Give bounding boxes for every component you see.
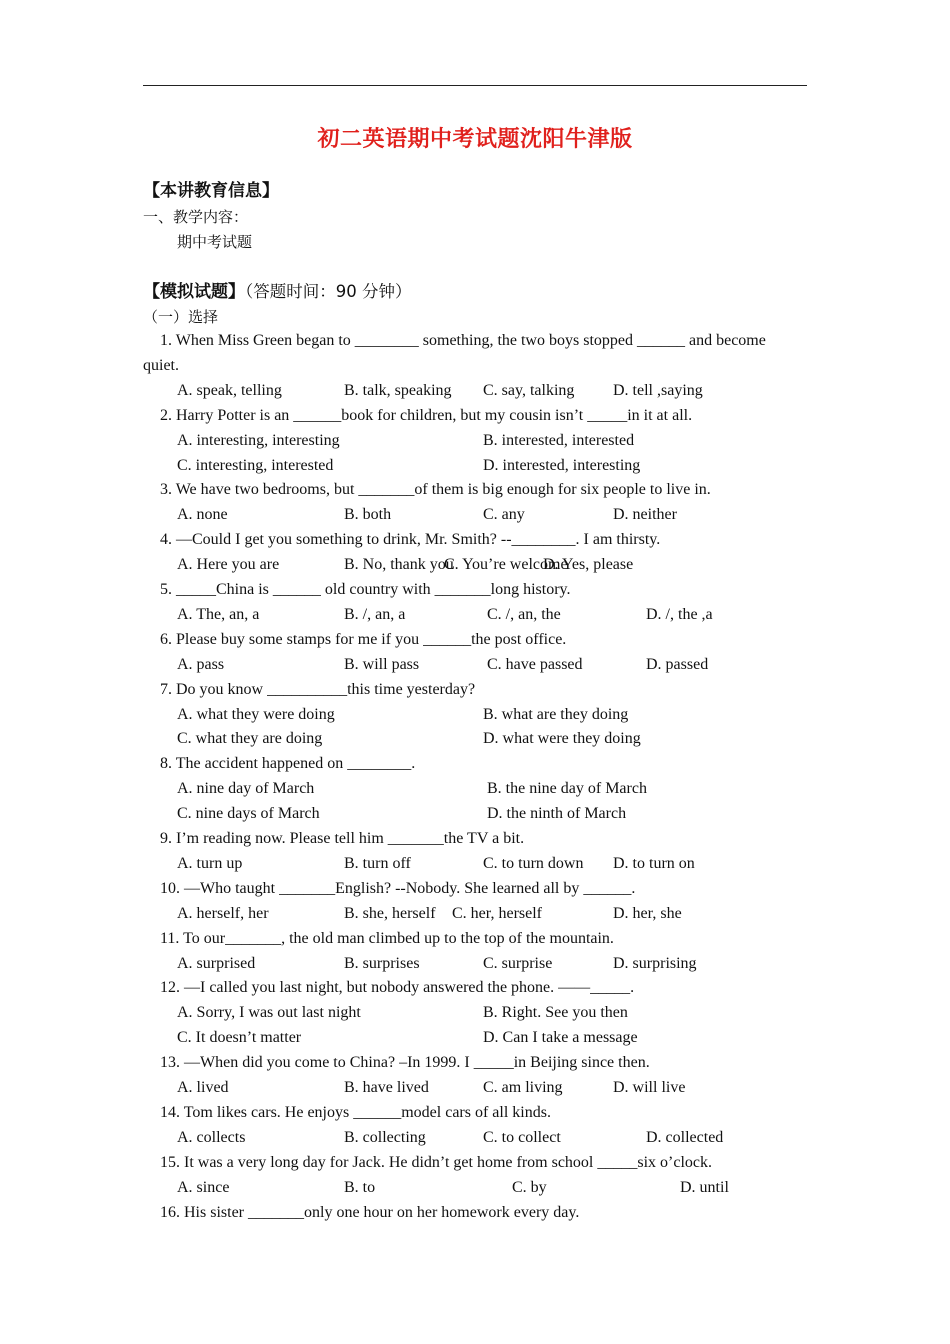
answer-option: A. Sorry, I was out last night [177, 1004, 361, 1022]
question-stem: 7. Do you know __________this time yesterday? [160, 680, 476, 698]
answer-option: A. nine day of March [177, 780, 315, 798]
answer-option: A. The, an, a [177, 605, 260, 623]
answer-option: C. by [512, 1178, 547, 1196]
answer-option: C. /, an, the [487, 605, 561, 623]
answer-option: B. talk, speaking [344, 381, 452, 399]
answer-option: C. to collect [483, 1128, 561, 1146]
answer-option: C. nine days of March [177, 805, 320, 823]
answer-option: D. tell ,saying [613, 381, 703, 399]
answer-option: C. surprise [483, 954, 553, 972]
part-heading: （一）选择 [143, 308, 219, 326]
question-stem: 11. To our_______, the old man climbed up to the top of the mountain. [160, 929, 614, 947]
exam-heading: 【模拟试题】 [143, 282, 245, 302]
answer-option: A. speak, telling [177, 381, 282, 399]
answer-option: D. what were they doing [483, 730, 641, 748]
answer-option: A. pass [177, 655, 225, 673]
answer-option: D. Can I take a message [483, 1029, 638, 1047]
answer-option: C. It doesn’t matter [177, 1029, 302, 1047]
answer-option: A. herself, her [177, 904, 269, 922]
answer-option: B. both [344, 506, 392, 524]
question-stem: 13. —When did you come to China? –In 1999. I _____in Beijing since then. [160, 1054, 650, 1072]
question-stem: 12. —I called you last night, but nobody answered the phone. ——_____. [160, 979, 635, 997]
answer-option: D. until [680, 1178, 729, 1196]
answer-option: A. Here you are [177, 556, 280, 574]
answer-option: D. to turn on [613, 854, 695, 872]
answer-option: B. No, thank you [344, 556, 454, 574]
teaching-content-value: 期中考试题 [177, 233, 253, 251]
answer-option: D. collected [646, 1128, 724, 1146]
answer-option: B. turn off [344, 854, 411, 872]
answer-option: D. the ninth of March [487, 805, 627, 823]
answer-option: A. turn up [177, 854, 243, 872]
answer-option: C. have passed [487, 655, 583, 673]
exam-time-note: （答题时间：90 分钟） [245, 282, 412, 301]
question-stem: 5. _____China is ______ old country with _______long history. [160, 581, 571, 598]
answer-option: D. will live [613, 1079, 686, 1096]
answer-option: B. the nine day of March [487, 780, 647, 798]
answer-option: D. neither [613, 506, 677, 524]
teaching-content-label: 一、教学内容： [143, 208, 249, 226]
answer-option: B. interested, interested [483, 431, 635, 449]
answer-option: D. interested, interesting [483, 456, 641, 474]
question-stem: 6. Please buy some stamps for me if you ______the post office. [160, 630, 567, 648]
answer-option: C. interesting, interested [177, 456, 334, 474]
answer-option: C. her, herself [452, 904, 542, 922]
question-stem: 16. His sister _______only one hour on her homework every day. [160, 1203, 580, 1221]
answer-option: C. say, talking [483, 381, 575, 399]
question-stem: 10. —Who taught _______English? --Nobody. She learned all by ______. [160, 879, 636, 897]
answer-option: C. to turn down [483, 854, 584, 872]
answer-option: B. Right. See you then [483, 1004, 628, 1022]
answer-option: B. /, an, a [344, 605, 406, 623]
answer-option: B. collecting [344, 1128, 426, 1146]
document-title: 初二英语期中考试题沈阳牛津版 [317, 127, 633, 152]
question-stem-continued: quiet. [143, 356, 179, 374]
answer-option: A. what they were doing [177, 705, 335, 723]
question-stem: 4. —Could I get you something to drink, Mr. Smith? --________. I am thirsty. [160, 531, 661, 549]
answer-option: A. since [177, 1178, 230, 1196]
answer-option: B. have lived [344, 1079, 429, 1096]
answer-option: B. she, herself [344, 904, 436, 922]
answer-option: B. will pass [344, 655, 420, 673]
question-stem: 14. Tom likes cars. He enjoys ______model cars of all kinds. [160, 1103, 551, 1121]
answer-option: D. passed [646, 655, 709, 673]
section-heading-exam [143, 277, 412, 302]
header-rule [143, 85, 807, 86]
answer-option: A. collects [177, 1128, 246, 1146]
answer-option: B. surprises [344, 954, 420, 972]
question-stem: 2. Harry Potter is an ______book for children, but my cousin isn’t _____in it at all. [160, 406, 693, 424]
question-stem: 1. When Miss Green began to ________ something, the two boys stopped ______ and become [160, 332, 766, 349]
answer-option: A. lived [177, 1079, 229, 1096]
answer-option: A. surprised [177, 954, 256, 972]
answer-option: B. what are they doing [483, 705, 629, 723]
answer-option: D. Yes, please [543, 556, 634, 574]
answer-option: D. /, the ,a [646, 605, 713, 623]
answer-option: C. what they are doing [177, 730, 323, 748]
answer-option: A. interesting, interesting [177, 431, 340, 449]
answer-option: D. her, she [613, 904, 682, 922]
answer-option: B. to [344, 1178, 376, 1196]
question-stem: 8. The accident happened on ________. [160, 755, 416, 773]
answer-option: C. You’re welcome [444, 556, 568, 574]
answer-option: A. none [177, 506, 228, 524]
question-stem: 9. I’m reading now. Please tell him _______the TV a bit. [160, 830, 525, 847]
question-stem: 15. It was a very long day for Jack. He didn’t get home from school _____six o’clock. [160, 1153, 713, 1171]
question-stem: 3. We have two bedrooms, but _______of them is big enough for six people to live in. [160, 481, 711, 499]
answer-option: D. surprising [613, 954, 697, 972]
answer-option: C. any [483, 506, 525, 524]
answer-option: C. am living [483, 1079, 563, 1096]
section-heading-info: 【本讲教育信息】 [143, 181, 279, 201]
